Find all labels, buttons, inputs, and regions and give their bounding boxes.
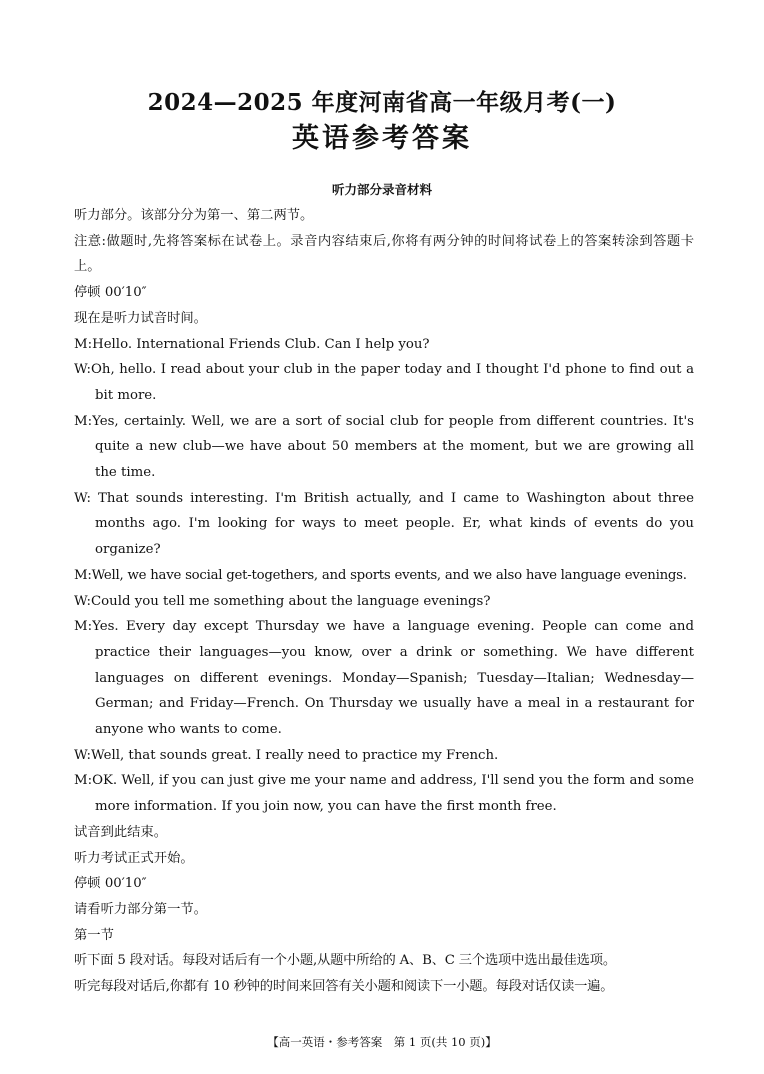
dialogue-line: W: That sounds interesting. I'm British actually, and I came to Washington about three months ago. I'm looking for ways to meet people. Er, what kinds of events do you organize? [74, 490, 694, 558]
section-one-note: 请看听力部分第一节。 [74, 901, 207, 917]
intro-paragraph: 听力部分。该部分分为第一、第二两节。 [74, 208, 314, 223]
section-one-instruction: 听下面 5 段对话。每段对话后有一个小题,从题中所给的 A、B、C 三个选项中选出最佳选项。 [74, 953, 616, 969]
transcript-body [74, 203, 694, 1000]
trial-end-note: 试音到此结束。 [74, 824, 168, 840]
exam-title: 2024—2025 年度河南省高一年级月考(一) [147, 89, 617, 116]
instruction-paragraph: 注意:做题时,先将答案标在试卷上。录音内容结束后,你将有两分钟的时间将试卷上的答案转涂到答题卡上。 [74, 233, 694, 275]
pause-marker: 停顿 00′10″ [74, 876, 147, 892]
trial-start-note: 现在是听力试音时间。 [74, 310, 207, 326]
pause-marker: 停顿 00′10″ [74, 285, 147, 301]
dialogue-line: M:Yes. Every day except Thursday we have a language evening. People can come and practice their languages—you know, over a drink or something. We have different languages on different evenings. Monday—Spanish; Tuesday—Italian; Wednesday—German; and Friday—French. On Thursday we usually have a meal in a restaurant for anyone who wants to come. [74, 619, 694, 738]
dialogue-line: M:Hello. International Friends Club. Can I help you? [74, 336, 430, 352]
dialogue-line: W:Could you tell me something about the language evenings? [74, 593, 491, 609]
dialogue-line: M:Yes, certainly. Well, we are a sort of social club for people from different countries. It's quite a new club—we have about 50 members at the moment, but we are growing all the time. [74, 413, 694, 481]
page-footer: 【高一英语・参考答案 第 1 页(共 10 页)】 [267, 1035, 497, 1049]
dialogue-line: W:Oh, hello. I read about your club in the paper today and I thought I'd phone to find out a bit more. [74, 362, 694, 403]
section-one-heading: 第一节 [74, 927, 114, 943]
section-heading: 听力部分录音材料 [331, 182, 432, 197]
section-one-instruction: 听完每段对话后,你都有 10 秒钟的时间来回答有关小题和阅读下一小题。每段对话仅读一遍。 [74, 979, 614, 995]
dialogue-line: W:Well, that sounds great. I really need to practice my French. [74, 747, 499, 763]
exam-start-note: 听力考试正式开始。 [74, 850, 194, 866]
dialogue-line: M:OK. Well, if you can just give me your name and address, I'll send you the form and some more information. If you join now, you can have the first month free. [74, 773, 694, 815]
answer-key-title: 英语参考答案 [292, 123, 472, 154]
dialogue-line: M:Well, we have social get-togethers, and sports events, and we also have language evenings. [74, 567, 687, 583]
